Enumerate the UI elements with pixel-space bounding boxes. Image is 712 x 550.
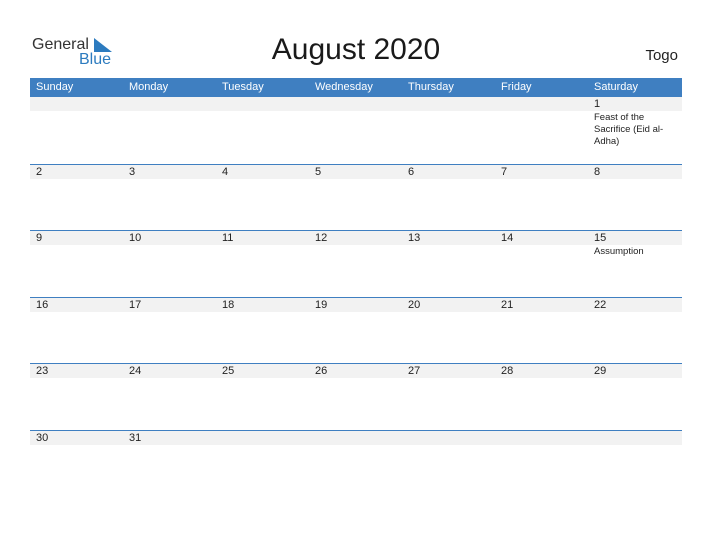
day-number (36, 97, 123, 111)
day-cell (402, 165, 495, 179)
day-number: 24 (129, 365, 142, 378)
day-number: 31 (129, 431, 142, 444)
day-number: 28 (501, 365, 514, 378)
day-number (501, 97, 588, 111)
day-number: 13 (408, 232, 421, 245)
day-cell (309, 431, 402, 445)
day-number: 15 (594, 232, 607, 245)
weeks-container (30, 97, 682, 497)
day-number: 17 (129, 298, 142, 311)
week-cells (30, 431, 682, 445)
day-number (222, 431, 309, 445)
day-cell (309, 364, 402, 378)
day-cell (30, 165, 123, 179)
day-number: 5 (315, 165, 322, 178)
country-label: Togo (645, 47, 678, 64)
day-cell (216, 431, 309, 445)
logo-text-blue: Blue (79, 51, 112, 68)
day-cell (216, 97, 309, 148)
day-cell (495, 165, 588, 179)
day-number: 19 (315, 298, 328, 311)
day-number: 26 (315, 365, 328, 378)
day-cell (30, 364, 123, 378)
weekday-sunday: Sunday (36, 81, 74, 93)
day-cell (123, 165, 216, 179)
week-row (30, 430, 682, 497)
weekday-monday: Monday (129, 81, 169, 93)
day-cell (30, 298, 123, 312)
week-cells (30, 364, 682, 378)
day-number: 9 (36, 232, 43, 245)
week-row (30, 97, 682, 164)
weekday-tuesday: Tuesday (222, 81, 264, 93)
day-number (315, 431, 402, 445)
day-cell (216, 298, 309, 312)
day-cell (402, 231, 495, 258)
day-number: 21 (501, 298, 514, 311)
day-number: 14 (501, 232, 514, 245)
weekday-saturday: Saturday (594, 81, 639, 93)
day-number (594, 431, 682, 445)
holiday-label: Assumption (594, 246, 644, 258)
week-row (30, 230, 682, 297)
week-row (30, 164, 682, 231)
week-cells (30, 298, 682, 312)
day-number: 27 (408, 365, 421, 378)
day-cell (495, 231, 588, 258)
day-cell (30, 231, 123, 258)
day-cell (309, 97, 402, 148)
day-cell (309, 298, 402, 312)
week-cells (30, 165, 682, 179)
holiday-label: Feast of the Sacrifice (Eid al-Adha) (594, 112, 664, 147)
weekday-header-row (30, 78, 682, 97)
weekday-wednesday: Wednesday (315, 81, 373, 93)
day-cell (402, 431, 495, 445)
day-cell (495, 431, 588, 445)
day-cell (123, 364, 216, 378)
day-number: 12 (315, 232, 328, 245)
day-cell (588, 298, 682, 312)
day-cell (588, 431, 682, 445)
day-number: 25 (222, 365, 235, 378)
day-cell (495, 298, 588, 312)
day-cell (588, 165, 682, 179)
day-number: 1 (594, 98, 601, 110)
day-number: 30 (36, 431, 49, 444)
day-number: 11 (222, 232, 234, 245)
day-number: 22 (594, 298, 607, 311)
day-number (129, 97, 216, 111)
day-cell (495, 97, 588, 148)
calendar-grid (30, 78, 682, 497)
day-cell (216, 165, 309, 179)
day-number: 3 (129, 165, 136, 178)
day-number: 4 (222, 165, 229, 178)
weekday-thursday: Thursday (408, 81, 454, 93)
day-number: 29 (594, 365, 607, 378)
day-number (501, 431, 588, 445)
day-cell (495, 364, 588, 378)
day-cell (588, 231, 682, 258)
day-number: 7 (501, 165, 508, 178)
day-cell (216, 231, 309, 258)
day-cell (402, 364, 495, 378)
day-number (222, 97, 309, 111)
week-row (30, 363, 682, 430)
week-cells (30, 97, 682, 148)
weekday-friday: Friday (501, 81, 532, 93)
day-cell (123, 431, 216, 445)
day-cell (588, 364, 682, 378)
day-number: 16 (36, 298, 49, 311)
day-cell (309, 231, 402, 258)
day-number: 2 (36, 165, 43, 178)
day-cell (30, 431, 123, 445)
week-row (30, 297, 682, 364)
week-cells (30, 231, 682, 258)
day-number: 23 (36, 365, 49, 378)
day-cell (30, 97, 123, 148)
day-cell (216, 364, 309, 378)
day-cell (123, 231, 216, 258)
day-cell (588, 97, 682, 148)
day-cell (123, 298, 216, 312)
day-cell (402, 97, 495, 148)
day-number: 8 (594, 165, 601, 178)
day-cell (402, 298, 495, 312)
logo-text-general: General (32, 36, 89, 53)
day-number: 10 (129, 232, 142, 245)
day-number (315, 97, 402, 111)
day-number (408, 97, 495, 111)
day-number: 20 (408, 298, 421, 311)
day-cell (309, 165, 402, 179)
calendar-title: August 2020 (271, 33, 441, 66)
day-number: 18 (222, 298, 235, 311)
day-cell (123, 97, 216, 148)
day-number: 6 (408, 165, 415, 178)
day-number (408, 431, 495, 445)
